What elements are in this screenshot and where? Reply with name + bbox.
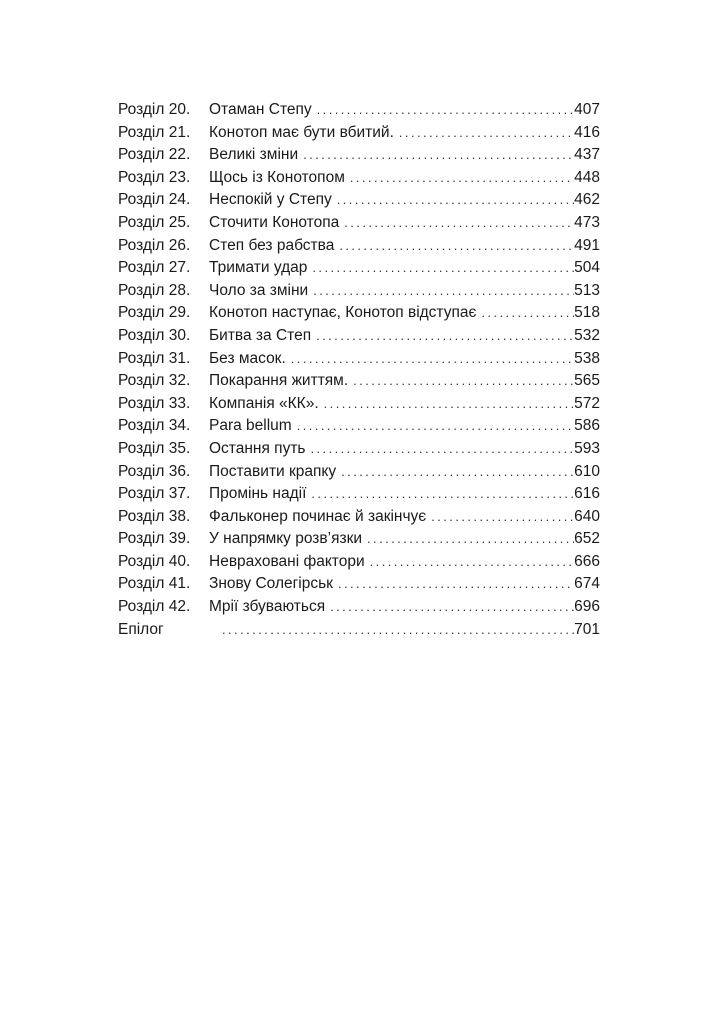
toc-entry [118, 393, 600, 416]
toc-entry-label: Розділ 23. [118, 168, 191, 186]
toc-entry-page-number: 538 [574, 349, 600, 367]
toc-entry-page-number: 437 [574, 146, 600, 164]
toc-entry-title: Великі зміни [209, 146, 299, 164]
toc-entry [118, 212, 600, 235]
toc-entry-page-number: 504 [574, 259, 600, 277]
toc-entry-label: Розділ 28. [118, 281, 191, 299]
toc-entry-page-number: 416 [574, 123, 600, 141]
toc-entry [118, 325, 600, 348]
toc-entry-title: Покарання життям. [209, 372, 349, 390]
toc-entry-page-number: 586 [574, 417, 600, 435]
toc-entry [118, 506, 600, 529]
toc-entry-title: Степ без рабства [209, 236, 335, 254]
dot-leader [314, 99, 574, 122]
toc-entry-page-number: 448 [574, 168, 600, 186]
toc-entry [118, 551, 600, 574]
toc-entry-title: Сточити Конотопа [209, 213, 340, 231]
toc-entry [118, 302, 600, 325]
dot-leader [300, 144, 574, 167]
dot-leader [310, 280, 574, 303]
toc-entry-title: Промінь надії [209, 485, 307, 503]
toc-entry [118, 415, 600, 438]
toc-entry-label: Розділ 32. [118, 372, 191, 390]
toc-entry-label: Розділ 26. [118, 236, 191, 254]
toc-entry-page-number: 652 [574, 530, 600, 548]
toc-entry-page-number: 513 [574, 281, 600, 299]
toc-entry-title: Неспокій у Степу [209, 191, 332, 209]
toc-entry-page-number: 462 [574, 191, 600, 209]
toc-entry-title: Тримати удар [209, 259, 308, 277]
toc-entry [118, 122, 600, 145]
toc-entry [118, 257, 600, 280]
toc-entry-page-number: 593 [574, 439, 600, 457]
dot-leader [288, 348, 574, 371]
toc-entry-title: Мрії збуваються [209, 598, 326, 616]
table-of-contents [118, 99, 600, 641]
dot-leader [428, 506, 574, 529]
toc-entry [118, 235, 600, 258]
toc-entry-label: Розділ 25. [118, 213, 191, 231]
toc-entry-title: Без масок. [209, 349, 286, 367]
toc-entry-title: Знову Солегірськ [209, 575, 333, 593]
toc-entry-page-number: 572 [574, 394, 600, 412]
toc-entry-label: Розділ 33. [118, 394, 191, 412]
toc-entry-label: Розділ 37. [118, 485, 191, 503]
toc-entry-label: Розділ 29. [118, 304, 191, 322]
toc-entry [118, 528, 600, 551]
toc-entry-label: Розділ 42. [118, 598, 191, 616]
toc-entry [118, 573, 600, 596]
dot-leader [308, 438, 575, 461]
toc-entry [118, 189, 600, 212]
toc-entry-page-number: 532 [574, 326, 600, 344]
toc-entry-page-number: 518 [574, 304, 600, 322]
dot-leader [309, 257, 574, 280]
toc-entry-title: Отаман Степу [209, 101, 312, 118]
dot-leader [313, 325, 574, 348]
toc-entry-title: Битва за Степ [209, 326, 312, 344]
dot-leader [294, 415, 574, 438]
toc-entry-label: Розділ 30. [118, 326, 191, 344]
toc-entry-title: Компанія «КК». [209, 394, 319, 412]
toc-entry-page-number: 491 [574, 236, 600, 254]
toc-entry-page-number: 701 [574, 620, 600, 638]
toc-entry-label: Розділ 27. [118, 259, 191, 277]
dot-leader [338, 461, 574, 484]
dot-leader [308, 483, 574, 506]
dot-leader [341, 212, 574, 235]
toc-entry-page-number: 407 [574, 101, 600, 118]
toc-entry-page-number: 640 [574, 507, 600, 525]
toc-entry-page-number: 610 [574, 462, 600, 480]
toc-entry [118, 619, 600, 642]
toc-entry [118, 280, 600, 303]
toc-entry-label: Розділ 39. [118, 530, 191, 548]
toc-entry-title: Щось із Конотопом [209, 168, 345, 186]
toc-entry-page-number: 666 [574, 552, 600, 570]
dot-leader [478, 302, 574, 325]
toc-entry-label: Розділ 41. [118, 575, 191, 593]
dot-leader [364, 528, 574, 551]
toc-entry-label: Розділ 35. [118, 439, 191, 457]
toc-entry [118, 99, 600, 122]
toc-entry-label: Розділ 20. [118, 101, 191, 118]
toc-entry-page-number: 616 [574, 485, 600, 503]
dot-leader [335, 573, 574, 596]
toc-entry [118, 483, 600, 506]
dot-leader [321, 393, 574, 416]
toc-entry [118, 596, 600, 619]
toc-entry [118, 144, 600, 167]
toc-entry-page-number: 473 [574, 213, 600, 231]
toc-entry-label: Розділ 22. [118, 146, 191, 164]
toc-entry-label: Епілог [118, 620, 164, 638]
toc-entry-label: Розділ 21. [118, 123, 191, 141]
dot-leader [350, 370, 574, 393]
toc-entry-title: Конотоп наступає, Конотоп відступає [209, 304, 477, 322]
toc-entry-title: Невраховані фактори [209, 552, 365, 570]
toc-entry [118, 348, 600, 371]
toc-entry-label: Розділ 34. [118, 417, 191, 435]
toc-entry [118, 461, 600, 484]
dot-leader [219, 619, 574, 642]
toc-entry-page-number: 674 [574, 575, 600, 593]
dot-leader [347, 167, 574, 190]
toc-entry-title: Фальконер починає й закінчує [209, 507, 427, 525]
toc-entry-label: Розділ 36. [118, 462, 191, 480]
toc-entry-title: Конотоп має бути вбитий. [209, 123, 394, 141]
toc-entry-title: Чоло за зміни [209, 281, 309, 299]
toc-entry-label: Розділ 38. [118, 507, 191, 525]
dot-leader [334, 189, 574, 212]
toc-entry-page-number: 565 [574, 372, 600, 390]
toc-entry-page-number: 696 [574, 598, 600, 616]
dot-leader [396, 122, 574, 145]
toc-entry-label: Розділ 31. [118, 349, 191, 367]
toc-entry-title: У напрямку розв’язки [209, 530, 363, 548]
toc-entry [118, 370, 600, 393]
toc-entry-title: Остання путь [209, 439, 306, 457]
toc-entry-label: Розділ 40. [118, 552, 191, 570]
toc-entry-title: Поставити крапку [209, 462, 337, 480]
dot-leader [336, 235, 574, 258]
toc-entry-label: Розділ 24. [118, 191, 191, 209]
dot-leader [367, 551, 574, 574]
toc-entry [118, 438, 600, 461]
toc-entry-title: Para bellum [209, 417, 292, 435]
toc-entry [118, 167, 600, 190]
dot-leader [327, 596, 574, 619]
